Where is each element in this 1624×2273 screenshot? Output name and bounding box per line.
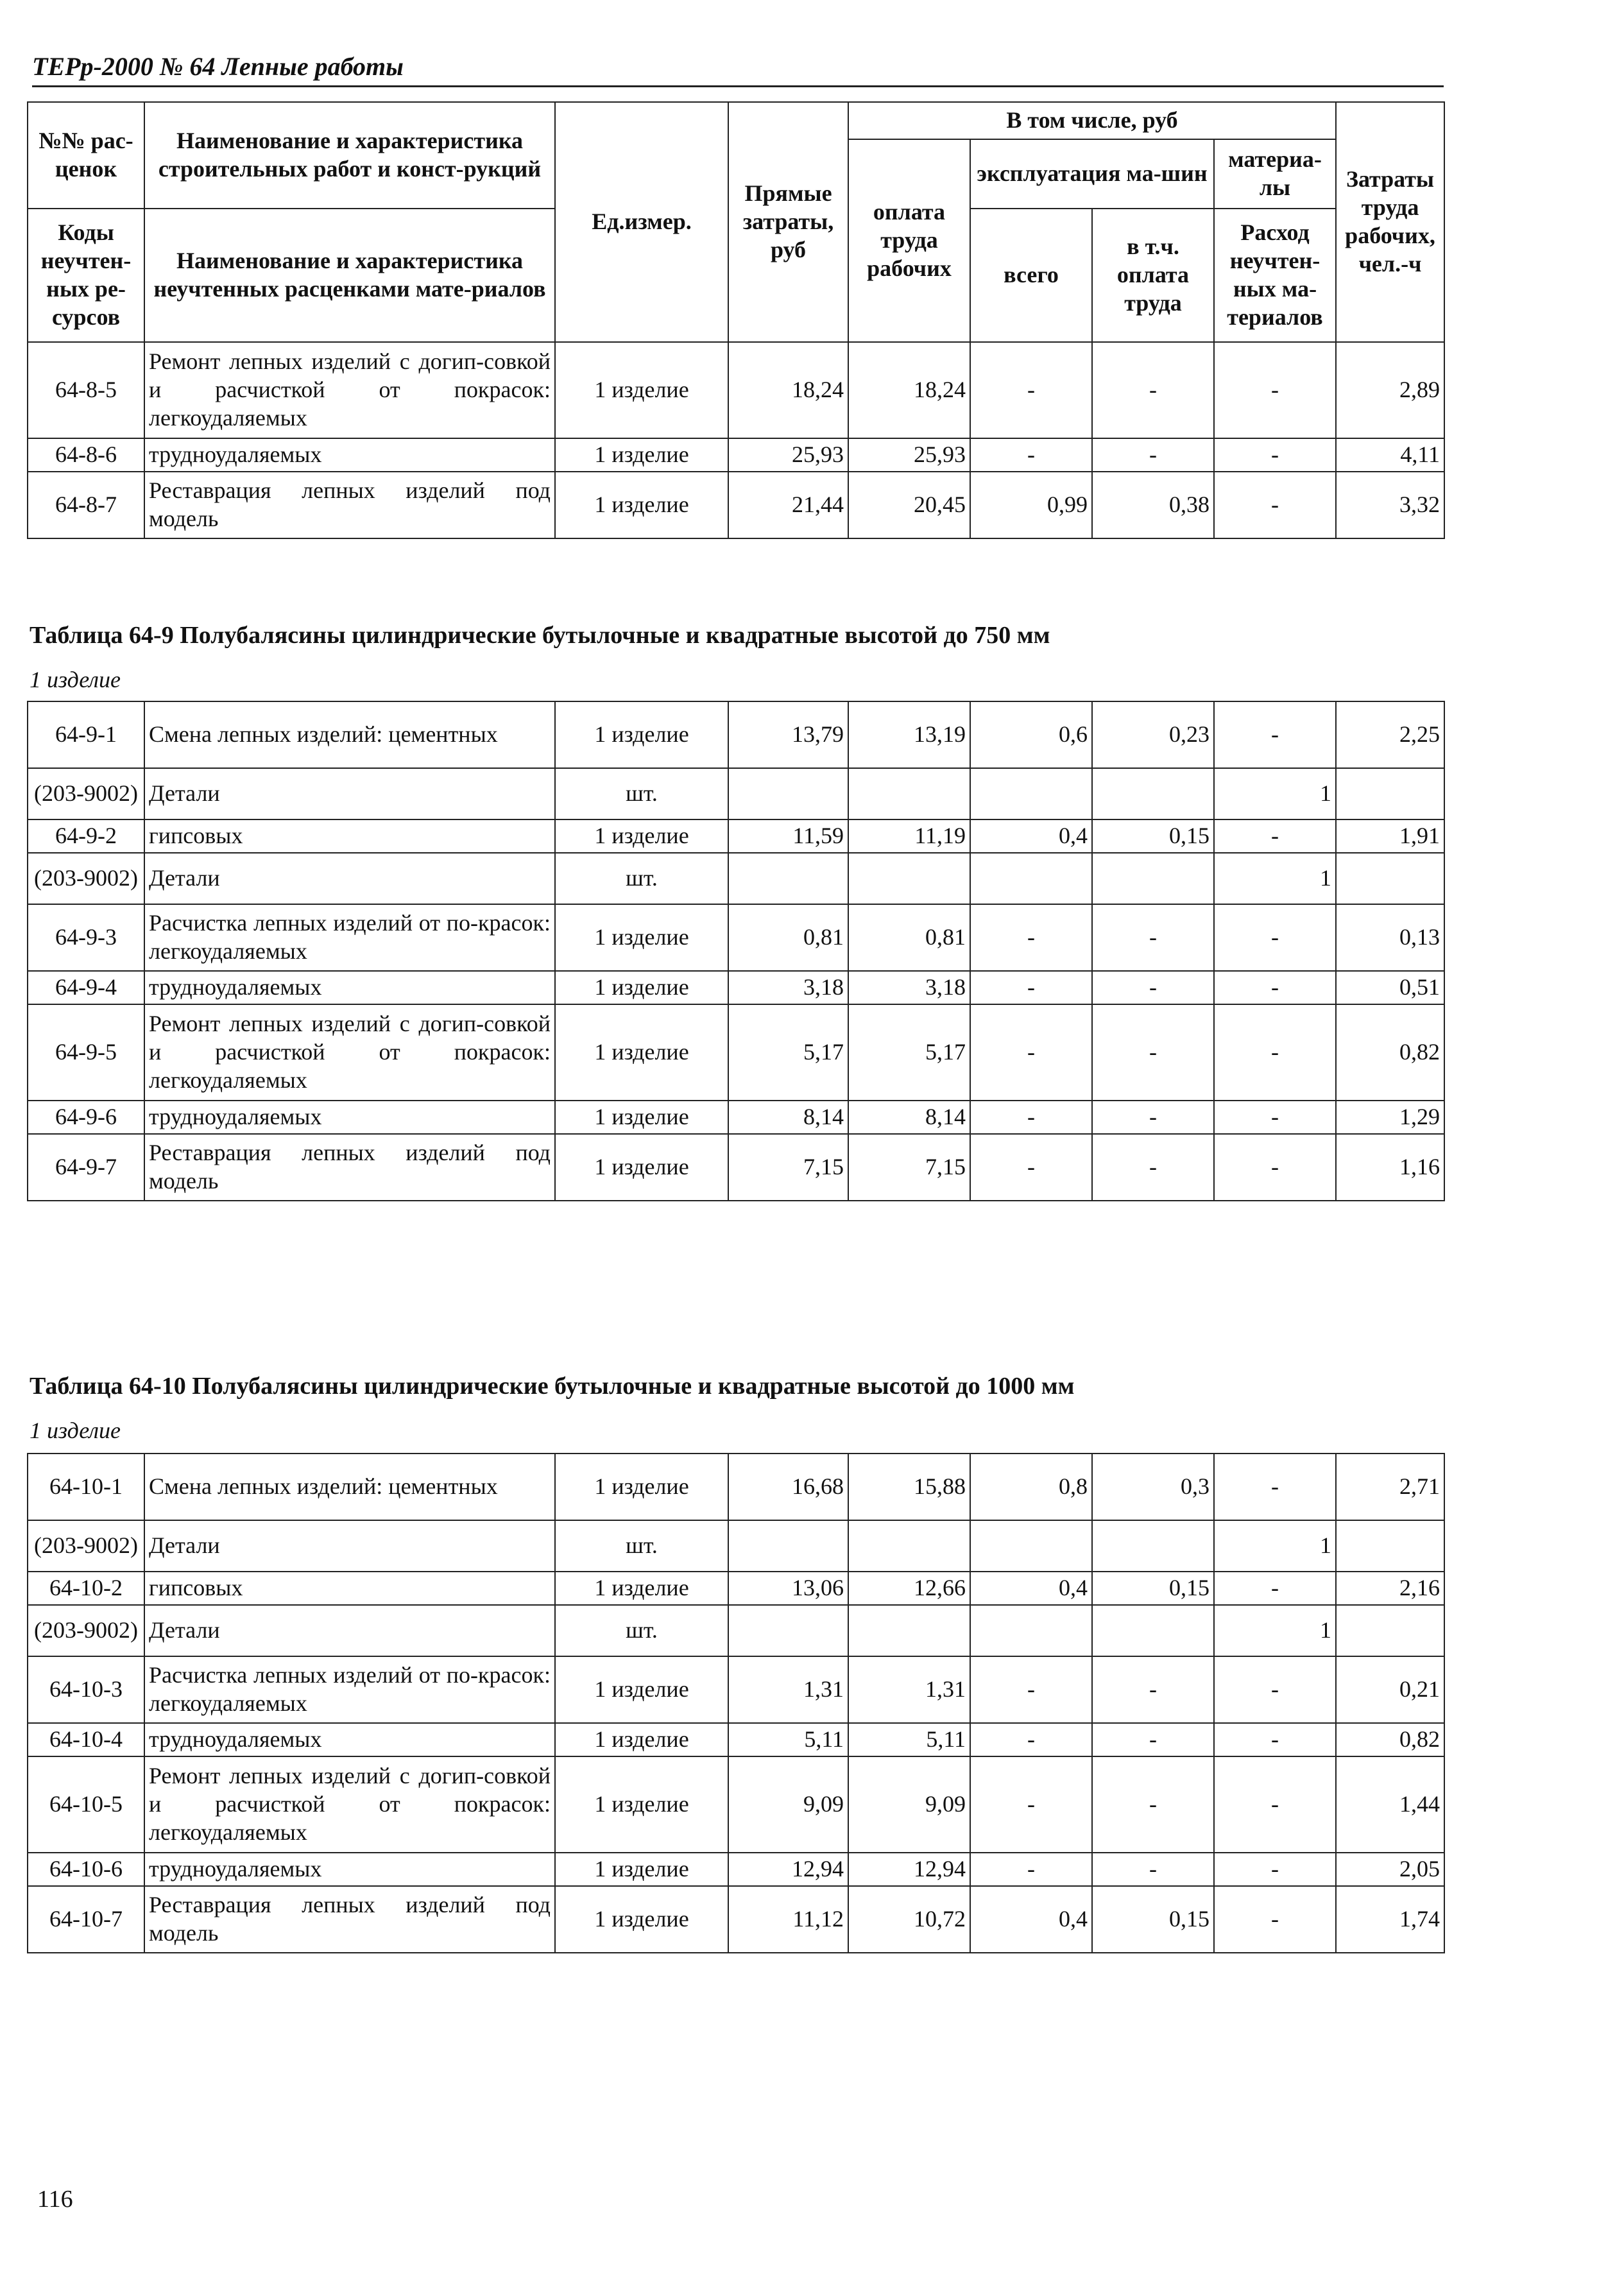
header-machines-labor: в т.ч. оплата труда	[1092, 209, 1214, 342]
labor-hours: 0,82	[1336, 1723, 1444, 1756]
machines-labor-pay: -	[1092, 1656, 1214, 1723]
labor-pay: 5,17	[848, 1004, 970, 1101]
header-name-bottom: Наименование и характеристика неучтенных расценками мате-риалов	[144, 209, 555, 342]
unit-of-measure: 1 изделие	[555, 1134, 728, 1201]
machines-total: -	[970, 1134, 1092, 1201]
work-name: Реставрация лепных изделий под модель	[144, 1886, 555, 1953]
labor-hours: 4,11	[1336, 438, 1444, 472]
empty-cell	[728, 853, 848, 904]
materials: -	[1214, 701, 1336, 768]
machines-total: -	[970, 971, 1092, 1004]
unit-of-measure: 1 изделие	[555, 904, 728, 971]
resource-row	[28, 853, 1444, 904]
unit-of-measure: 1 изделие	[555, 1656, 728, 1723]
header-direct-costs: Прямые затраты, руб	[728, 102, 848, 342]
labor-pay: 11,19	[848, 819, 970, 853]
resource-unit: шт.	[555, 1520, 728, 1572]
resource-unit: шт.	[555, 1605, 728, 1656]
work-name: Ремонт лепных изделий с догип-совкой и расчисткой от покрасок: легкоудаляемых	[144, 1756, 555, 1853]
labor-pay: 12,66	[848, 1572, 970, 1605]
unit-of-measure: 1 изделие	[555, 1886, 728, 1953]
rate-row	[28, 1756, 1444, 1853]
rate-code: 64-9-2	[28, 819, 144, 853]
table-64-10-title: Таблица 64-10 Полубалясины цилиндрические бутылочные и квадратные высотой до 1000 мм	[30, 1373, 1075, 1400]
empty-cell	[970, 768, 1092, 819]
resource-name: Детали	[144, 1605, 555, 1656]
empty-cell	[728, 768, 848, 819]
machines-total: -	[970, 1756, 1092, 1853]
material-quantity: 1	[1214, 768, 1336, 819]
labor-pay: 5,11	[848, 1723, 970, 1756]
rate-row	[28, 472, 1444, 538]
machines-total: 0,6	[970, 701, 1092, 768]
labor-hours: 1,74	[1336, 1886, 1444, 1953]
materials: -	[1214, 438, 1336, 472]
direct-costs: 11,59	[728, 819, 848, 853]
rate-row	[28, 1853, 1444, 1886]
header-unit: Ед.измер.	[555, 102, 728, 342]
labor-pay: 10,72	[848, 1886, 970, 1953]
machines-labor-pay: 0,15	[1092, 1572, 1214, 1605]
work-name: Смена лепных изделий: цементных	[144, 1454, 555, 1520]
direct-costs: 8,14	[728, 1101, 848, 1134]
unit-of-measure: 1 изделие	[555, 1723, 728, 1756]
material-quantity: 1	[1214, 853, 1336, 904]
header-materials-bottom: Расход неучтен-ных ма-териалов	[1214, 209, 1336, 342]
empty-cell	[728, 1605, 848, 1656]
machines-total: -	[970, 438, 1092, 472]
materials: -	[1214, 472, 1336, 538]
material-quantity: 1	[1214, 1520, 1336, 1572]
materials: -	[1214, 1853, 1336, 1886]
empty-cell	[1092, 1520, 1214, 1572]
unit-of-measure: 1 изделие	[555, 1756, 728, 1853]
direct-costs: 9,09	[728, 1756, 848, 1853]
empty-cell	[848, 1605, 970, 1656]
labor-hours: 1,16	[1336, 1134, 1444, 1201]
materials: -	[1214, 1656, 1336, 1723]
rate-code: 64-8-5	[28, 342, 144, 438]
materials: -	[1214, 1572, 1336, 1605]
rate-code: 64-9-1	[28, 701, 144, 768]
unit-of-measure: 1 изделие	[555, 971, 728, 1004]
rate-row	[28, 438, 1444, 472]
machines-labor-pay: 0,15	[1092, 1886, 1214, 1953]
empty-cell	[848, 768, 970, 819]
material-quantity: 1	[1214, 1605, 1336, 1656]
work-name: трудноудаляемых	[144, 971, 555, 1004]
resource-name: Детали	[144, 768, 555, 819]
header-machines-total: всего	[970, 209, 1092, 342]
direct-costs: 21,44	[728, 472, 848, 538]
direct-costs: 7,15	[728, 1134, 848, 1201]
rate-code: 64-9-4	[28, 971, 144, 1004]
table-64-9	[27, 701, 1445, 1201]
labor-hours: 2,16	[1336, 1572, 1444, 1605]
rate-row	[28, 1101, 1444, 1134]
machines-total: 0,4	[970, 1572, 1092, 1605]
page-header: ТЕРр-2000 № 64 Лепные работы	[32, 51, 1444, 87]
machines-total: 0,99	[970, 472, 1092, 538]
header-code-top: №№ рас-ценок	[28, 102, 144, 209]
rate-code: 64-10-5	[28, 1756, 144, 1853]
labor-hours: 2,89	[1336, 342, 1444, 438]
labor-pay: 18,24	[848, 342, 970, 438]
labor-hours: 2,71	[1336, 1454, 1444, 1520]
empty-cell	[848, 1520, 970, 1572]
direct-costs: 11,12	[728, 1886, 848, 1953]
rate-row	[28, 1134, 1444, 1201]
work-name: трудноудаляемых	[144, 1853, 555, 1886]
rate-code: 64-9-6	[28, 1101, 144, 1134]
machines-total: -	[970, 1101, 1092, 1134]
rate-code: 64-9-7	[28, 1134, 144, 1201]
unit-of-measure: 1 изделие	[555, 438, 728, 472]
header-code-bottom: Коды неучтен-ных ре-сурсов	[28, 209, 144, 342]
labor-hours: 2,25	[1336, 701, 1444, 768]
rate-code: 64-10-7	[28, 1886, 144, 1953]
rate-row	[28, 1572, 1444, 1605]
materials: -	[1214, 1454, 1336, 1520]
labor-pay: 9,09	[848, 1756, 970, 1853]
header-name-top: Наименование и характеристика строительных работ и конст-рукций	[144, 102, 555, 209]
machines-total: 0,4	[970, 819, 1092, 853]
work-name: Ремонт лепных изделий с догип-совкой и расчисткой от покрасок: легкоудаляемых	[144, 342, 555, 438]
rate-row	[28, 971, 1444, 1004]
rate-code: 64-10-3	[28, 1656, 144, 1723]
materials: -	[1214, 1134, 1336, 1201]
materials: -	[1214, 1723, 1336, 1756]
direct-costs: 25,93	[728, 438, 848, 472]
unit-of-measure: 1 изделие	[555, 1101, 728, 1134]
labor-pay: 25,93	[848, 438, 970, 472]
labor-pay: 8,14	[848, 1101, 970, 1134]
empty-cell	[1336, 853, 1444, 904]
empty-cell	[970, 1520, 1092, 1572]
rate-code: 64-10-4	[28, 1723, 144, 1756]
resource-name: Детали	[144, 1520, 555, 1572]
materials: -	[1214, 1886, 1336, 1953]
direct-costs: 0,81	[728, 904, 848, 971]
header-labor-cost: Затраты труда рабочих, чел.-ч	[1336, 102, 1444, 342]
work-name: Ремонт лепных изделий с догип-совкой и расчисткой от покрасок: легкоудаляемых	[144, 1004, 555, 1101]
rate-code: 64-9-3	[28, 904, 144, 971]
direct-costs: 5,17	[728, 1004, 848, 1101]
machines-total: -	[970, 1004, 1092, 1101]
empty-cell	[970, 853, 1092, 904]
labor-hours: 2,05	[1336, 1853, 1444, 1886]
machines-total: 0,8	[970, 1454, 1092, 1520]
direct-costs: 5,11	[728, 1723, 848, 1756]
work-name: гипсовых	[144, 1572, 555, 1605]
labor-pay: 1,31	[848, 1656, 970, 1723]
labor-hours: 0,51	[1336, 971, 1444, 1004]
unit-of-measure: 1 изделие	[555, 1454, 728, 1520]
empty-cell	[1092, 1605, 1214, 1656]
machines-total: -	[970, 1656, 1092, 1723]
labor-pay: 7,15	[848, 1134, 970, 1201]
direct-costs: 12,94	[728, 1853, 848, 1886]
materials: -	[1214, 904, 1336, 971]
labor-pay: 13,19	[848, 701, 970, 768]
empty-cell	[1336, 768, 1444, 819]
labor-pay: 20,45	[848, 472, 970, 538]
header-machines-group: эксплуатация ма-шин	[970, 139, 1214, 209]
unit-of-measure: 1 изделие	[555, 1004, 728, 1101]
header-including-group: В том числе, руб	[848, 102, 1336, 139]
labor-hours: 0,82	[1336, 1004, 1444, 1101]
materials: -	[1214, 1756, 1336, 1853]
unit-of-measure: 1 изделие	[555, 342, 728, 438]
rate-row	[28, 1454, 1444, 1520]
rate-row	[28, 819, 1444, 853]
work-name: Реставрация лепных изделий под модель	[144, 1134, 555, 1201]
machines-labor-pay: -	[1092, 1723, 1214, 1756]
machines-labor-pay: -	[1092, 1756, 1214, 1853]
labor-hours: 1,44	[1336, 1756, 1444, 1853]
resource-unit: шт.	[555, 768, 728, 819]
machines-labor-pay: -	[1092, 971, 1214, 1004]
header-materials-top: материа-лы	[1214, 139, 1336, 209]
work-name: трудноудаляемых	[144, 1723, 555, 1756]
labor-pay: 0,81	[848, 904, 970, 971]
empty-cell	[1092, 768, 1214, 819]
work-name: Расчистка лепных изделий от по-красок: легкоудаляемых	[144, 904, 555, 971]
machines-total: 0,4	[970, 1886, 1092, 1953]
rate-row	[28, 701, 1444, 768]
rate-code: 64-9-5	[28, 1004, 144, 1101]
empty-cell	[1092, 853, 1214, 904]
work-name: трудноудаляемых	[144, 1101, 555, 1134]
machines-total: -	[970, 342, 1092, 438]
rate-row	[28, 1656, 1444, 1723]
rate-code: 64-8-6	[28, 438, 144, 472]
materials: -	[1214, 819, 1336, 853]
machines-labor-pay: -	[1092, 1853, 1214, 1886]
materials: -	[1214, 342, 1336, 438]
direct-costs: 1,31	[728, 1656, 848, 1723]
machines-labor-pay: -	[1092, 438, 1214, 472]
rate-code: 64-10-1	[28, 1454, 144, 1520]
work-name: Реставрация лепных изделий под модель	[144, 472, 555, 538]
resource-row	[28, 1605, 1444, 1656]
resource-code: (203-9002)	[28, 1605, 144, 1656]
labor-pay: 3,18	[848, 971, 970, 1004]
resource-unit: шт.	[555, 853, 728, 904]
resource-row	[28, 1520, 1444, 1572]
work-name: Расчистка лепных изделий от по-красок: легкоудаляемых	[144, 1656, 555, 1723]
page-number: 116	[37, 2186, 73, 2213]
empty-cell	[728, 1520, 848, 1572]
labor-pay: 15,88	[848, 1454, 970, 1520]
table-64-8	[27, 101, 1445, 539]
machines-labor-pay: -	[1092, 342, 1214, 438]
unit-of-measure: 1 изделие	[555, 472, 728, 538]
labor-hours: 1,91	[1336, 819, 1444, 853]
empty-cell	[970, 1605, 1092, 1656]
unit-of-measure: 1 изделие	[555, 819, 728, 853]
direct-costs: 13,06	[728, 1572, 848, 1605]
work-name: трудноудаляемых	[144, 438, 555, 472]
machines-labor-pay: -	[1092, 904, 1214, 971]
rate-code: 64-8-7	[28, 472, 144, 538]
machines-labor-pay: -	[1092, 1004, 1214, 1101]
work-name: Смена лепных изделий: цементных	[144, 701, 555, 768]
machines-labor-pay: -	[1092, 1134, 1214, 1201]
direct-costs: 13,79	[728, 701, 848, 768]
table-64-9-unit-note: 1 изделие	[30, 667, 121, 692]
direct-costs: 18,24	[728, 342, 848, 438]
machines-labor-pay: 0,38	[1092, 472, 1214, 538]
materials: -	[1214, 971, 1336, 1004]
unit-of-measure: 1 изделие	[555, 1853, 728, 1886]
rate-code: 64-10-6	[28, 1853, 144, 1886]
labor-hours: 0,13	[1336, 904, 1444, 971]
resource-row	[28, 768, 1444, 819]
empty-cell	[848, 853, 970, 904]
rate-row	[28, 342, 1444, 438]
empty-cell	[1336, 1605, 1444, 1656]
unit-of-measure: 1 изделие	[555, 701, 728, 768]
rate-row	[28, 1723, 1444, 1756]
labor-hours: 0,21	[1336, 1656, 1444, 1723]
table-64-10-unit-note: 1 изделие	[30, 1418, 121, 1443]
materials: -	[1214, 1004, 1336, 1101]
machines-labor-pay: 0,3	[1092, 1454, 1214, 1520]
machines-labor-pay: 0,23	[1092, 701, 1214, 768]
table-64-9-title: Таблица 64-9 Полубалясины цилиндрические бутылочные и квадратные высотой до 750 мм	[30, 622, 1050, 649]
direct-costs: 3,18	[728, 971, 848, 1004]
table-64-10	[27, 1453, 1445, 1953]
labor-pay: 12,94	[848, 1853, 970, 1886]
machines-labor-pay: 0,15	[1092, 819, 1214, 853]
rate-row	[28, 904, 1444, 971]
direct-costs: 16,68	[728, 1454, 848, 1520]
work-name: гипсовых	[144, 819, 555, 853]
rate-row	[28, 1886, 1444, 1953]
resource-code: (203-9002)	[28, 768, 144, 819]
resource-code: (203-9002)	[28, 853, 144, 904]
machines-labor-pay: -	[1092, 1101, 1214, 1134]
rate-row	[28, 1004, 1444, 1101]
empty-cell	[1336, 1520, 1444, 1572]
resource-name: Детали	[144, 853, 555, 904]
rate-code: 64-10-2	[28, 1572, 144, 1605]
labor-hours: 1,29	[1336, 1101, 1444, 1134]
labor-hours: 3,32	[1336, 472, 1444, 538]
machines-total: -	[970, 904, 1092, 971]
resource-code: (203-9002)	[28, 1520, 144, 1572]
machines-total: -	[970, 1853, 1092, 1886]
materials: -	[1214, 1101, 1336, 1134]
unit-of-measure: 1 изделие	[555, 1572, 728, 1605]
header-labor-pay: оплата труда рабочих	[848, 139, 970, 342]
machines-total: -	[970, 1723, 1092, 1756]
